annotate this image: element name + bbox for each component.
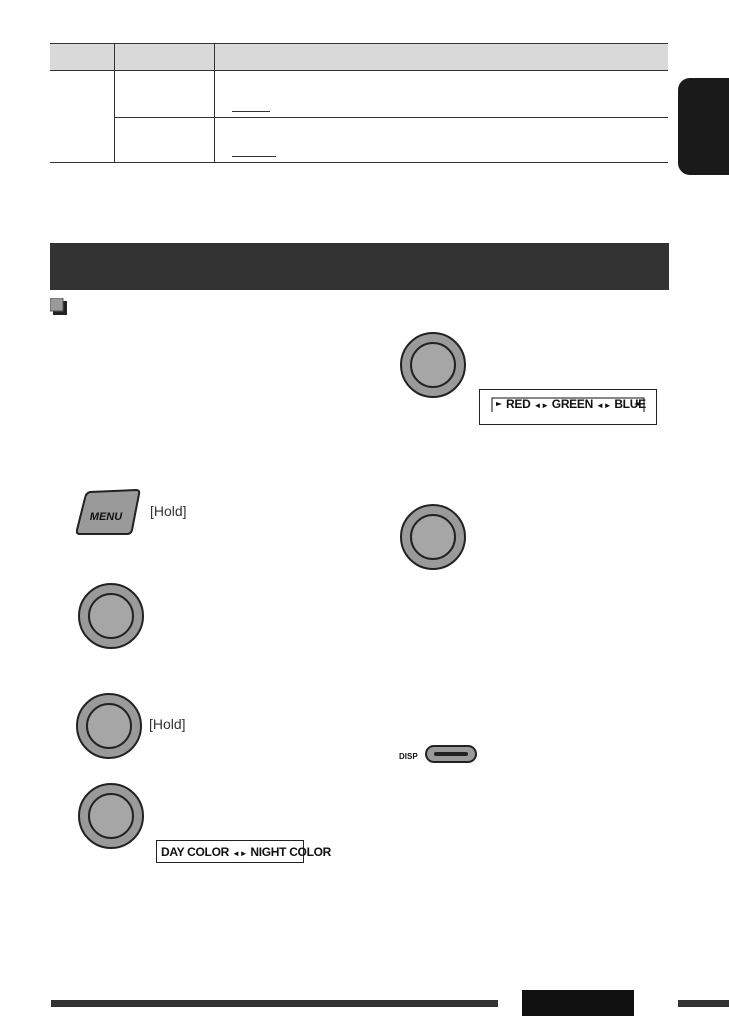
language-side-tab — [678, 78, 729, 175]
day-night-sequence-box — [156, 840, 332, 863]
footer-rule — [678, 1000, 729, 1007]
settings-table — [50, 43, 668, 163]
day-color-label: DAY COLOR — [161, 845, 229, 859]
table-header-row — [50, 43, 668, 71]
control-dial-icon[interactable] — [78, 583, 144, 649]
menu-button-icon[interactable] — [76, 488, 142, 536]
control-dial-icon[interactable] — [76, 693, 142, 759]
control-dial-icon[interactable] — [400, 332, 466, 398]
control-dial-icon[interactable] — [400, 504, 466, 570]
table-bottom-border — [50, 162, 668, 163]
sub-heading-square-icon — [50, 298, 67, 315]
hold-label: [Hold] — [149, 716, 186, 732]
double-arrow-icon: ◄► — [232, 849, 248, 858]
double-arrow-icon: ◄► — [596, 401, 612, 410]
footer-rule — [51, 1000, 498, 1007]
menu-button-label: MENU — [89, 511, 123, 523]
color-cycle-sequence-box — [479, 389, 657, 425]
disp-button-label: DISP — [399, 752, 418, 761]
control-dial-icon[interactable] — [78, 783, 144, 849]
default-underline — [232, 156, 276, 157]
table-column-divider — [114, 43, 115, 163]
disp-button-icon[interactable] — [425, 745, 477, 763]
table-column-divider — [214, 43, 215, 163]
section-heading-bar — [50, 243, 669, 290]
page-number-box — [522, 990, 634, 1016]
table-row-divider — [114, 117, 668, 118]
blue-label: BLUE — [614, 397, 646, 411]
double-arrow-icon: ◄► — [533, 401, 549, 410]
red-label: RED — [506, 397, 531, 411]
night-color-label: NIGHT COLOR — [250, 845, 332, 859]
green-label: GREEN — [551, 397, 593, 411]
default-underline — [232, 111, 270, 112]
hold-label: [Hold] — [150, 503, 187, 519]
